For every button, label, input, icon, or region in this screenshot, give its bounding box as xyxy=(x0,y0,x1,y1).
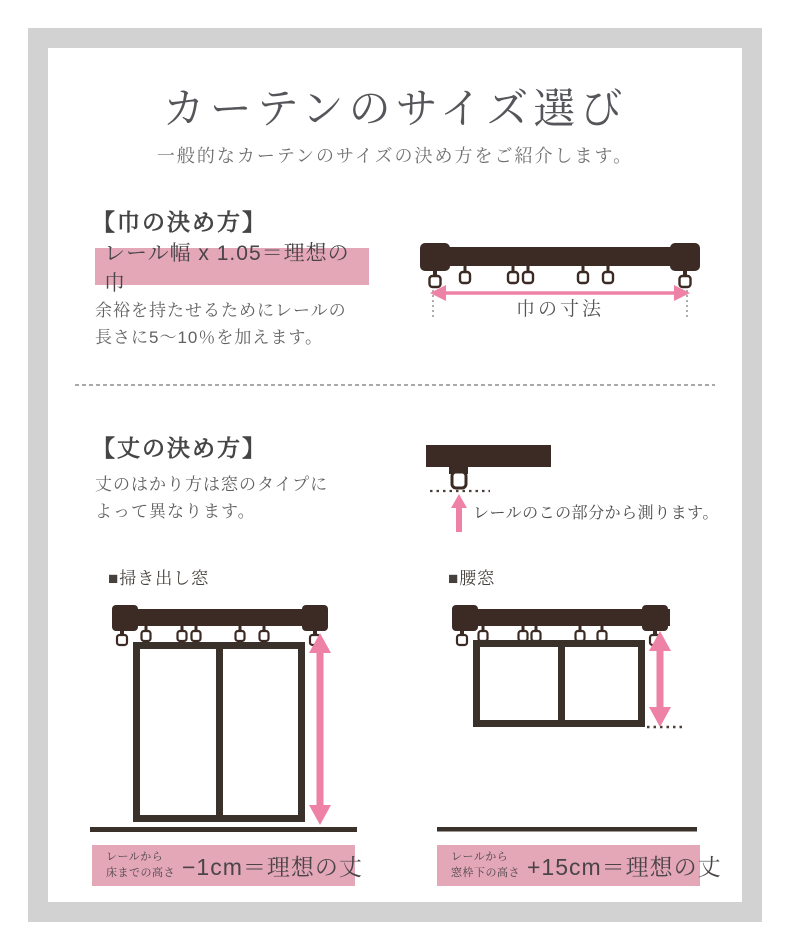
length-desc-line1: 丈のはかり方は窓のタイプに xyxy=(95,475,329,494)
width-section-heading: 【巾の決め方】 xyxy=(92,209,267,235)
waist-formula-small-line2: 窓枠下の高さ xyxy=(451,866,520,879)
page-title: カーテンのサイズ選び xyxy=(162,87,628,133)
width-section-description xyxy=(95,297,347,351)
width-formula-highlight: レール幅 x 1.05＝理想の巾 xyxy=(95,248,369,285)
section-divider xyxy=(75,384,715,386)
rail-measure-note: レールのこの部分から測ります。 xyxy=(473,505,719,522)
width-desc-line1: 余裕を持たせるためにレールの xyxy=(95,301,347,320)
waist-window-formula-large: +15cm＝理想の丈 xyxy=(527,854,722,880)
page-subtitle: 一般的なカーテンのサイズの決め方をご紹介します。 xyxy=(156,146,634,166)
measure-point-arrow-icon xyxy=(451,494,467,532)
waist-window-diagram-icon xyxy=(435,597,700,840)
waist-window-formula-box xyxy=(437,845,722,886)
length-section-description xyxy=(95,471,328,525)
waist-window-label: ■腰窓 xyxy=(448,569,496,588)
width-desc-line2: 長さに5〜10％を加えます。 xyxy=(95,328,324,348)
width-dimension-label: 巾の寸法 xyxy=(515,299,604,320)
waist-formula-small-line1: レールから xyxy=(451,850,509,863)
floor-window-diagram-icon xyxy=(78,597,368,840)
waist-window-formula-small xyxy=(451,850,520,882)
floor-formula-small-line1: レールから xyxy=(106,850,164,863)
length-desc-line2: よって異なります。 xyxy=(95,502,256,522)
floor-window-formula-large: −1cm＝理想の丈 xyxy=(182,854,363,880)
height-measure-arrow-icon xyxy=(309,633,331,825)
length-section-heading: 【丈の決め方】 xyxy=(92,435,267,461)
rail-runners xyxy=(430,266,691,287)
floor-window-formula-box xyxy=(92,845,363,886)
floor-window-label: ■掃き出し窓 xyxy=(108,569,210,588)
height-measure-arrow-icon xyxy=(649,631,671,727)
floor-formula-small-line2: 床までの高さ xyxy=(106,866,175,879)
floor-window-formula-small xyxy=(106,850,175,882)
